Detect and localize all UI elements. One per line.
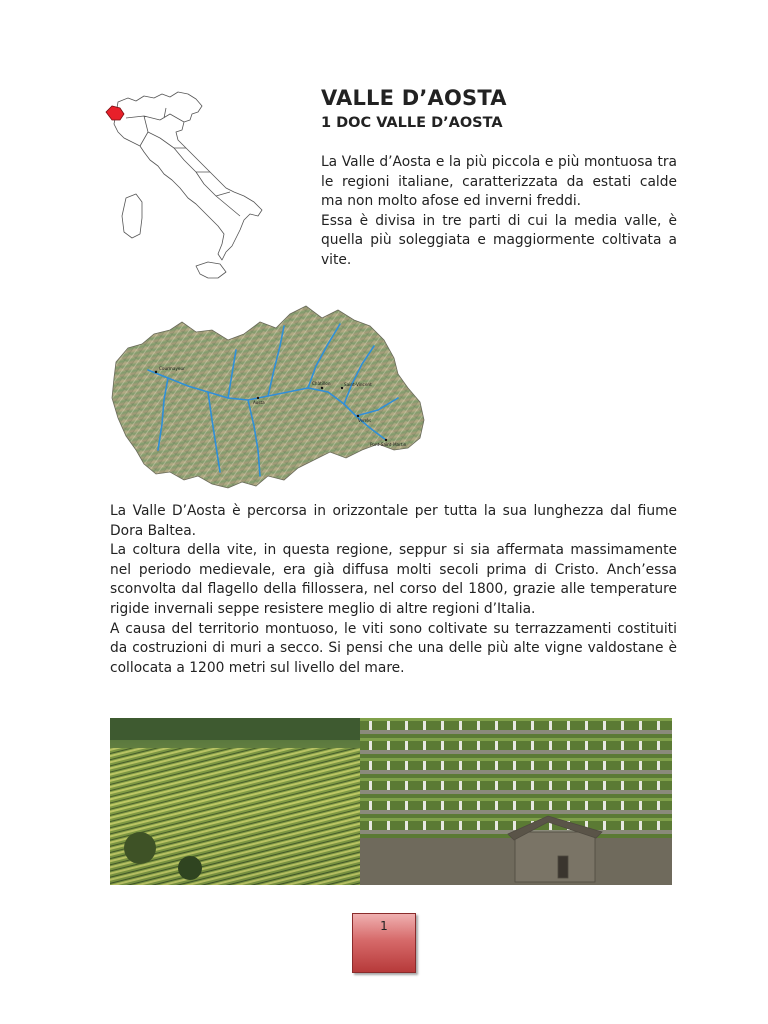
sicily — [196, 262, 226, 278]
body-text — [110, 502, 677, 678]
page-number: 1 — [380, 919, 388, 933]
vineyard-terraces-photo — [110, 718, 672, 885]
map-label-chatillon: Châtillon — [312, 381, 331, 386]
map-label-pont-saint-martin: Pont-Saint-Martin — [370, 442, 407, 447]
body-paragraph-3: A causa del territorio montuoso, le viti sono coltivate su terrazzamenti costituiti da costruzioni di muri a secco. Si pensi che una delle più alte vigne valdostane è collocata a 1200 metri sul livello del mare. — [110, 620, 677, 676]
aosta-relief-map — [108, 300, 426, 494]
map-label-courmayeur: Courmayeur — [159, 366, 185, 371]
photo-left-rows — [110, 748, 360, 885]
sardinia — [122, 194, 142, 238]
page-title: VALLE D’AOSTA — [321, 86, 507, 110]
body-paragraph-1: La Valle D’Aosta è percorsa in orizzontale per tutta la sua lunghezza dal fiume Dora Baltea. — [110, 503, 677, 539]
body-paragraph-2: La coltura della vite, in questa regione, seppur si sia affermata massimamente nel periodo medievale, era già diffusa molti secoli prima di Cristo. Anch’essa sconvolta dal flagello della fillossera, nel corso del 1800, grazie alle temperature rigide invernali seppe resistere meglio di altre regioni d’Italia. — [110, 542, 677, 617]
page-number-box — [352, 913, 416, 973]
map-label-aosta: Aosta — [253, 400, 265, 405]
map-label-saint-vincent: Saint-Vincent — [344, 382, 372, 387]
map-label-verres: Verrès — [358, 418, 372, 423]
page-subtitle: 1 DOC VALLE D’AOSTA — [321, 115, 503, 131]
region-shape — [112, 306, 424, 488]
intro-paragraph-2: Essa è divisa in tre parti di cui la media valle, è quella più soleggiata e maggiormente coltivata a vite. — [321, 212, 677, 268]
intro-text — [321, 153, 677, 271]
italy-map — [104, 88, 274, 290]
intro-paragraph-1: La Valle d’Aosta e la più piccola e più montuosa tra le regioni italiane, caratterizzata da estati calde ma non molto afose ed inverni freddi. — [321, 154, 677, 210]
